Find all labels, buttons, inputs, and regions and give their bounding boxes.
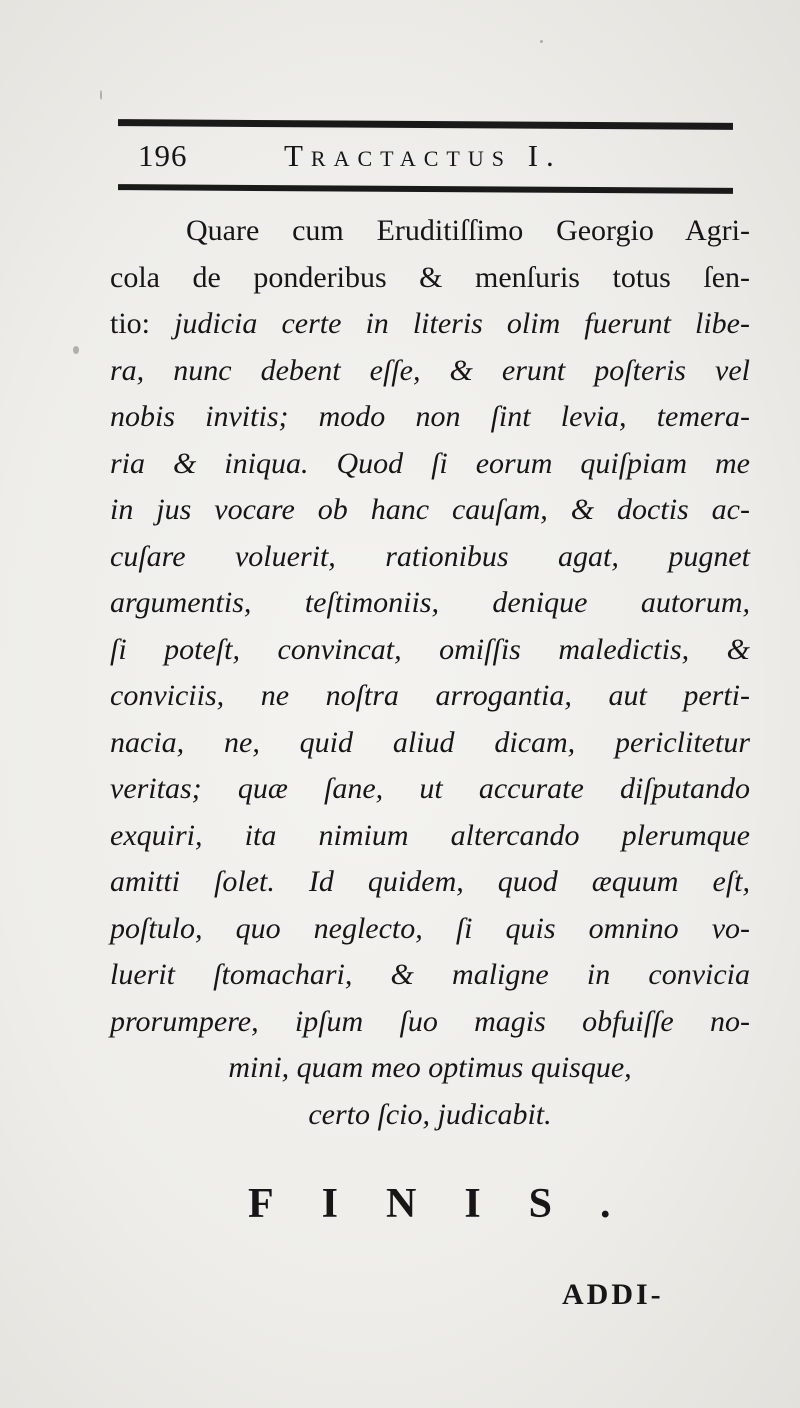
text-line: nobis invitis; modo non ſint levia, temera- (110, 400, 750, 433)
paper-speck (540, 40, 543, 43)
text-line: certo ſcio, judicabit. (308, 1097, 552, 1131)
text-line: argumentis, teſtimoniis, denique autorum, (110, 586, 750, 619)
catchword: ADDI- (562, 1278, 664, 1311)
text-line: veritas; quæ ſane, ut accurate diſputando (110, 772, 750, 805)
header-rule-top (118, 119, 733, 130)
text-line: nacia, ne, quid aliud dicam, periclitetur (110, 725, 750, 759)
text-line: luerit ſtomachari, & maligne in convicia (110, 958, 750, 991)
text-line: exquiri, ita nimium altercando plerumque (110, 818, 750, 852)
header-rule-bottom (118, 184, 733, 194)
text-line-italic: judicia certe in literis olim fuerunt libe- (174, 307, 750, 340)
paper-speck (100, 90, 102, 100)
finis-heading: FINIS. (248, 1181, 659, 1227)
text-line: ſi poteſt, convincat, omiſſis maledictis, & (110, 632, 750, 666)
text-line: amitti ſolet. Id quidem, quod æquum eſt, (110, 865, 750, 898)
body-text (110, 208, 750, 1138)
text-line: cola de ponderibus & menſuris totus ſen- (110, 260, 750, 294)
page-number: 196 (138, 138, 188, 173)
text-line: in jus vocare ob hanc cauſam, & doctis ac- (110, 493, 750, 526)
text-line: cuſare voluerit, rationibus agat, pugnet (110, 539, 750, 573)
page-header (138, 136, 658, 176)
text-line: ra, nunc debent eſſe, & erunt poſteris vel (110, 353, 750, 387)
text-line: prorumpere, ipſum ſuo magis obfuiſſe no- (110, 1004, 750, 1038)
text-line: Quare cum Eruditiſſimo Georgio Agri- (186, 214, 750, 247)
text-line-upright: tio: (110, 307, 175, 340)
text-line: ria & iniqua. Quod ſi eorum quiſpiam me (110, 446, 750, 480)
running-head: Tractactus I. (284, 138, 562, 173)
text-line (110, 301, 750, 348)
text-line: mini, quam meo optimus quisque, (228, 1051, 632, 1084)
paper-speck (73, 346, 79, 354)
text-line: poſtulo, quo neglecto, ſi quis omnino vo- (110, 911, 750, 945)
text-line: conviciis, ne noſtra arrogantia, aut perti- (110, 679, 750, 712)
